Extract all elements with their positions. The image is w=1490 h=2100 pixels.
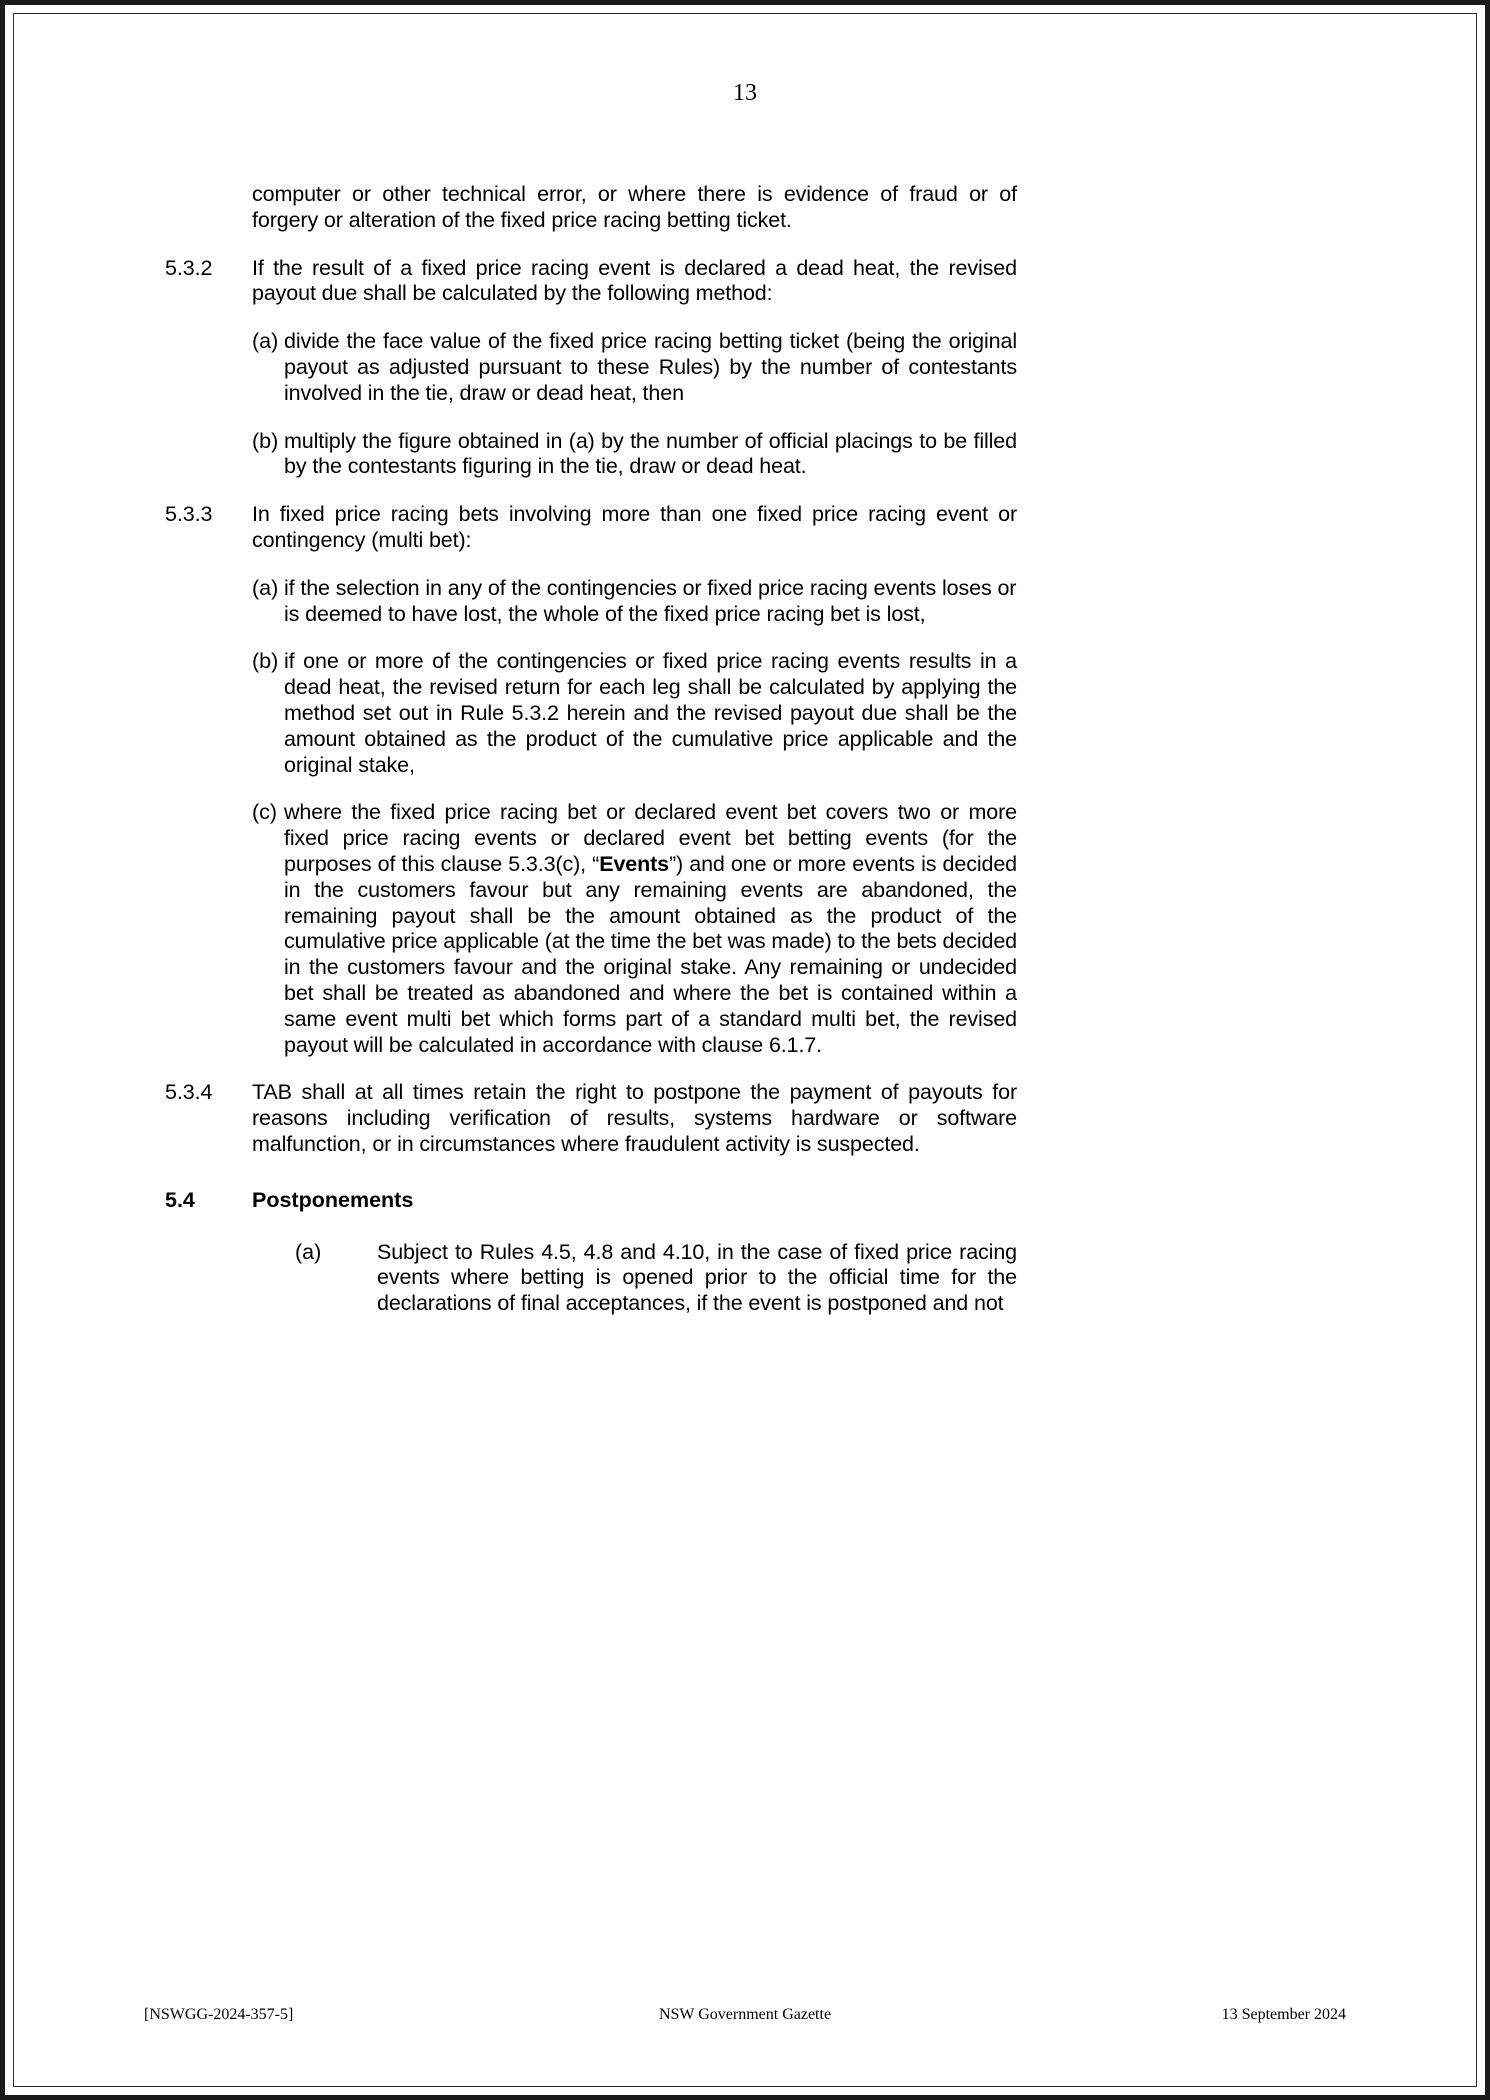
section-5-4-item-a (295, 1240, 1017, 1317)
clause-5-3-3-item-c (252, 800, 1017, 1058)
list-item-text (284, 800, 1017, 1058)
list-marker: (a) (295, 1239, 322, 1264)
footer-publication-name: NSW Government Gazette (658, 2006, 832, 2023)
clause-number: 5.3.2 (165, 255, 213, 280)
clause-text: If the result of a fixed price racing event is declared a dead heat, the revised payout due shall be calculated by the following method: (252, 255, 1017, 306)
continuation-paragraph (165, 182, 1017, 234)
list-marker: (c) (252, 800, 278, 825)
clause-5-3-3-item-b (252, 649, 1017, 778)
footer-reference-id: [NSWGG-2024-357-5] (144, 2006, 294, 2023)
section-heading-5-4 (165, 1188, 1017, 1214)
text-after-defined-term: ”) and one or more events is decided in the customers favour but any remaining events are abandoned, the remaining payout shall be the amount obtained as the product of the cumulative price applicable (at the time the bet was made) to the bets decided in the customers favour and the original stake. Any remaining or undecided bet shall be treated as abandoned and where the bet is contained within a same event multi bet which forms part of a standard multi bet, the revised payout will be calculated in accordance with clause 6.1.7. (284, 851, 1018, 1057)
page-content-area (13, 13, 1477, 2087)
page-footer (144, 2006, 1346, 2028)
clause-text: TAB shall at all times retain the right to postpone the payment of payouts for reasons including verification of results, systems hardware or software malfunction, or in circumstances where fraudulent activity is suspected. (252, 1080, 1017, 1156)
clause-5-3-3 (165, 502, 1017, 554)
list-item-text: if one or more of the contingencies or fixed price racing events results in a dead heat, the revised return for each leg shall be calculated by applying the method set out in Rule 5.3.2 herein and the revised payout due shall be the amount obtained as the product of the cumulative price applicable and the original stake, (284, 649, 1017, 777)
continuation-text: computer or other technical error, or where there is evidence of fraud or of forgery or alteration of the fixed price racing betting ticket. (252, 182, 1017, 232)
document-body (165, 182, 1017, 1339)
clause-text: In fixed price racing bets involving more than one fixed price racing event or contingency (multi bet): (252, 502, 1017, 552)
clause-5-3-2-item-b (252, 429, 1017, 481)
defined-term-events: Events (599, 851, 670, 876)
clause-number: 5.3.3 (165, 502, 213, 527)
footer-date: 13 September 2024 (1221, 2006, 1346, 2023)
clause-5-3-2 (165, 256, 1017, 308)
text-before-defined-term: where the fixed price racing bet or declared event bet covers two or more fixed price racing events or declared event bet betting events (for the purposes of this clause 5.3.3(c), “ (284, 800, 1017, 876)
list-marker: (a) (252, 329, 279, 354)
list-item-text: if the selection in any of the contingencies or fixed price racing events loses or is deemed to have lost, the whole of the fixed price racing bet is lost, (284, 575, 1017, 626)
list-marker: (b) (252, 428, 279, 453)
list-item-text: multiply the figure obtained in (a) by the number of official placings to be filled by the contestants figuring in the tie, draw or dead heat. (284, 428, 1017, 479)
clause-5-3-2-item-a (252, 329, 1017, 406)
list-marker: (b) (252, 649, 279, 674)
section-title: Postponements (252, 1187, 414, 1212)
section-number: 5.4 (165, 1187, 195, 1212)
clause-5-3-3-item-a (252, 576, 1017, 628)
clause-5-3-4 (165, 1080, 1017, 1157)
list-marker: (a) (252, 575, 279, 600)
list-item-text: divide the face value of the fixed price racing betting ticket (being the original payout as adjusted pursuant to these Rules) by the number of contestants involved in the tie, draw or dead heat, then (284, 329, 1017, 405)
clause-number: 5.3.4 (165, 1080, 213, 1105)
page-number: 13 (733, 80, 757, 106)
list-item-text: Subject to Rules 4.5, 4.8 and 4.10, in the case of fixed price racing events where betting is opened prior to the official time for the declarations of final acceptances, if the event is postponed and not (377, 1239, 1017, 1316)
